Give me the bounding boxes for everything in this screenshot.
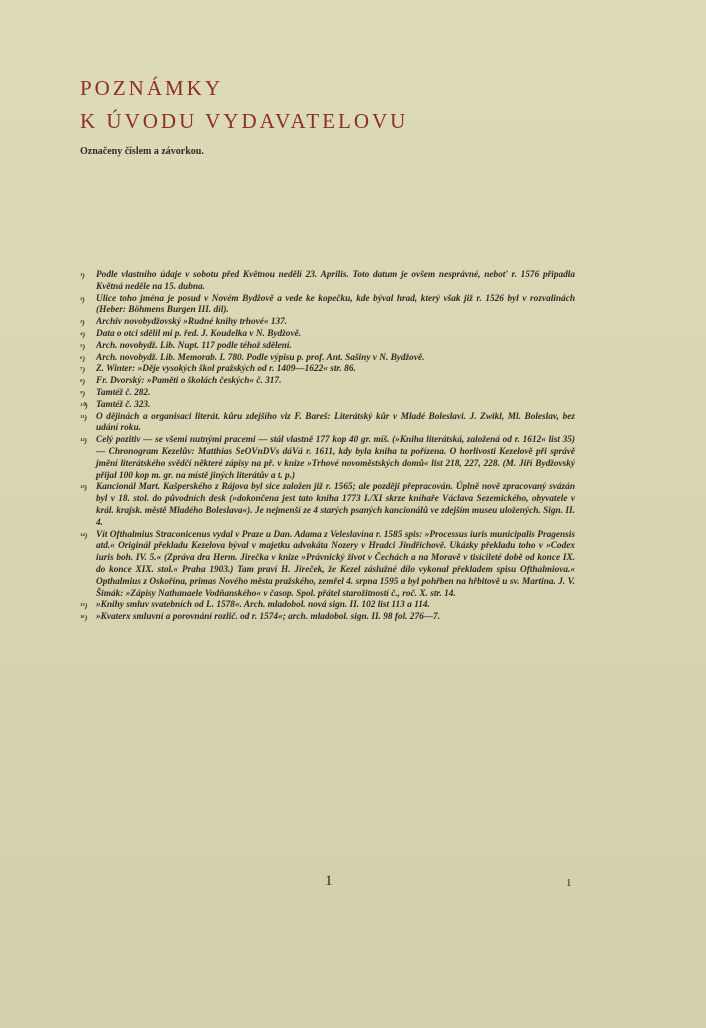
note-text: Podle vlastního údaje v sobotu před Květnou nedělí 23. Aprilis. Toto datum je ovšem nesprávné, neboť r. 1576 připadla Květná neděle na 15. dubna. — [96, 270, 575, 292]
note-number: ²) — [80, 294, 85, 304]
title-line-1: POZNÁMKY — [80, 76, 224, 100]
note-number: ⁹) — [80, 388, 86, 398]
note-text: Kancionál Mart. Kašperského z Rájova byl sice založen již r. 1565; ale později přepracován. Úplně nově zpracovaný svázán byl v 18. stol. do původních desk (»dokončena jest tato kniha 1773 I./XI skrze kníhaře Václava Sezemického, obyvatele v král. krajsk. městě Mladého Boleslava«). Je nejmenší ze 4 starých psaných kancionálů ve zdejším museu uložených. Sign. II. 4. — [96, 482, 575, 528]
note-text: »Kvaterx smluvní a porovnání rozlič. od r. 1574«; arch. mladobol. sign. II. 98 fol. 276—7. — [96, 612, 441, 623]
note-number: ¹) — [80, 271, 85, 280]
note-text: Archiv novobydžovský »Rudné knihy trhové« 137. — [96, 317, 288, 328]
note-item — [80, 341, 575, 353]
note-item — [80, 400, 575, 412]
note-text: Data o otci sdělil mi p. řed. J. Koudelka v N. Bydžově. — [96, 328, 302, 339]
note-item — [80, 600, 575, 612]
note-text: »Knihy smluv svatebních od L. 1578«. Arch. mladobol. nová sign. II. 102 list 113 a 114. — [96, 600, 430, 611]
note-number: ¹⁶) — [80, 613, 88, 623]
note-number: ⁷) — [80, 365, 86, 375]
note-number: ⁸) — [80, 377, 86, 387]
note-item — [80, 530, 575, 601]
note-text: Arch. novobydž. Lib. Nupt. 117 podle téhož sdělení. — [96, 340, 292, 351]
note-text: Ulice toho jména je posud v Novém Bydžově a vede ke kopečku, kde býval hrad, který však již r. 1526 byl v rozvalinách (Heber: Böhmens Burgen III. díl). — [96, 293, 575, 316]
note-number: ¹⁵) — [80, 601, 88, 611]
note-item — [80, 388, 575, 400]
note-text: Z. Winter: »Děje vysokých škol pražských od r. 1409—1622« str. 86. — [96, 364, 356, 375]
note-item — [80, 435, 575, 482]
note-number: ¹³) — [80, 483, 87, 493]
note-text: Fr. Dvorský: »Paměti o školách českých« č. 317. — [96, 376, 282, 387]
note-item — [80, 270, 575, 294]
note-item — [80, 294, 575, 318]
note-number: ¹⁴) — [80, 530, 88, 540]
note-text: Tamtéž č. 323. — [96, 399, 151, 410]
note-item — [80, 329, 575, 341]
note-text: Arch. novobydž. Lib. Memorab. I. 780. Podle výpisu p. prof. Ant. Sašiny v N. Bydžově. — [96, 352, 425, 363]
note-number: ⁶) — [80, 353, 86, 363]
note-item — [80, 412, 575, 436]
note-item — [80, 482, 575, 529]
note-item — [80, 612, 575, 624]
notes-list — [80, 270, 575, 624]
note-item — [80, 364, 575, 376]
note-text: O dějinách a organisaci literát. kůru zdejšího viz F. Bareš: Literátský kůr v Mladé Boleslavi. J. Zwikl, Ml. Boleslav, bez udání roku. — [96, 411, 575, 434]
signature-mark: 1 — [566, 877, 572, 889]
title-line-2: K ÚVODU VYDAVATELOVU — [80, 109, 409, 133]
note-text: Tamtéž č. 282. — [96, 387, 151, 398]
note-number: ¹¹) — [80, 412, 87, 422]
note-item — [80, 353, 575, 365]
note-number: ¹²) — [80, 436, 87, 446]
page-number: 1 — [325, 873, 333, 889]
page-title — [80, 72, 408, 138]
note-number: ⁵) — [80, 341, 86, 351]
note-item — [80, 376, 575, 388]
note-text: Vít Ofthalmius Straconicenus vydal v Praze u Dan. Adama z Veleslavína r. 1585 spis: »Processus iuris municipalis Pragensis atd.« Originál překladu Kezelova býval v majetku advokáta Nozery v Hradci Jindřichově. Ukázky překladu toho v »Codex iuris boh. IV. 5.« (Zpráva dra Herm. Jirečka v knize »Právnický život v Čechách a na Moravě v tisícileté době od konce IX. do konce XIX. stol.« Praha 1903.) Tam praví H. Jireček, že Kezel záslužné dílo vykonal překladem spisu Ofthalmiova.« Opthalmius z Oskořína, primas Nového města pražského, zemřel 4. srpna 1595 a byl pohřben na hřbitově u sv. Martina. J. V. Šimák: »Zápisy Nathanaele Vodňanského« v časop. Spol. přátel starožitností č., roč. X. str. 14. — [96, 529, 575, 599]
subtitle: Označeny číslem a závorkou. — [80, 146, 204, 157]
note-text: Celý pozitiv — se všemi nutnými pracemi — stál vlastně 177 kop 40 gr. míš. (»Kniha literátská, založená od r. 1612« list 35) — Chronogram Kezelův: Matthias SeOVnDVs dáVá r. 1611, kdy byla kniha ta pořízena. O horlivosti Kezelově při správě jmění literátského svědčí některé zápisy na př. v knize »Trhové novoměstských domů« list 218, 227, 228. (M. Jiří Bydžovský přijal 100 kop m. gr. na místě jiných literátův a t. p.) — [96, 435, 575, 481]
note-number: ³) — [80, 318, 85, 328]
note-number: ⁴) — [80, 329, 86, 339]
note-item — [80, 317, 575, 329]
note-number: ¹⁰) — [80, 400, 88, 410]
